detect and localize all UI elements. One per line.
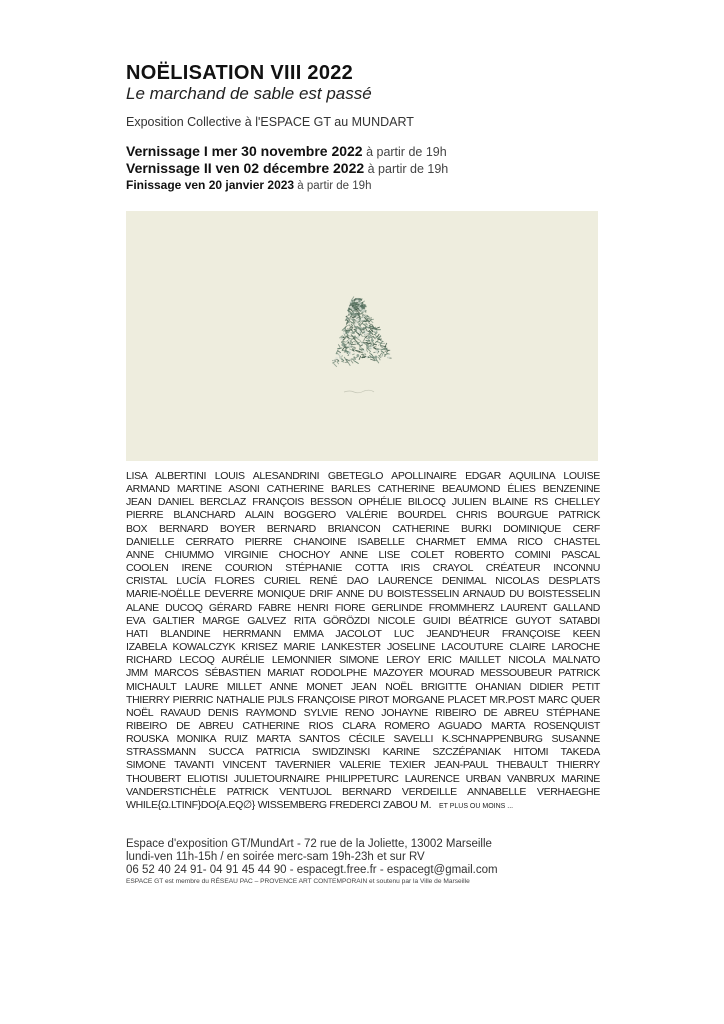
footer — [126, 838, 600, 887]
artist-line: THIERRY PIERRIC NATHALIE PIJLS FRANÇOISE PIROT MORGANE PLACET MR.POST MARC QUER — [126, 693, 600, 706]
artist-line: ANNE CHIUMMO VIRGINIE CHOCHOY ANNE LISE COLET ROBERTO COMINI PASCAL — [126, 548, 600, 561]
finissage: Finissage ven 20 janvier 2023 à partir de 19h — [126, 178, 372, 192]
exhibition-venue: Exposition Collective à l'ESPACE GT au MUNDART — [126, 115, 414, 129]
exhibition-subtitle: Le marchand de sable est passé — [126, 84, 372, 103]
more-artists-note: ET PLUS OU MOINS ... — [438, 802, 514, 810]
exhibition-title: NOËLISATION VIII 2022 — [126, 62, 354, 84]
artist-line: SIMONE TAVANTI VINCENT TAVERNIER VALERIE TEXIER JEAN-PAUL THEBAULT THIERRY — [126, 759, 600, 772]
artist-line-last: WHILE{Ω.LTINF}DO{A.EQ∅} WISSEMBERG FREDERCI ZABOU M. ET PLUS OU MOINS ... — [126, 798, 514, 811]
artist-line: LISA ALBERTINI LOUIS ALESANDRINI GBETEGLO APOLLINAIRE EDGAR AQUILINA LOUISE — [126, 470, 600, 482]
vernissage-list — [126, 143, 600, 194]
artist-line: ROUSKA MONIKA RUIZ MARTA SANTOS CÉCILE SAVELLI K.SCHNAPPENBURG SUSANNE — [126, 733, 600, 746]
artist-line: JMM MARCOS SÉBASTIEN MARIAT RODOLPHE MAZOYER MOURAD MESSOUBEUR PATRICK — [126, 667, 600, 680]
artist-line: MICHAULT LAURE MILLET ANNE MONET JEAN NOËL BRIGITTE OHANIAN DIDIER PETIT — [126, 680, 600, 693]
artwork-image — [126, 211, 598, 461]
artist-line: THOUBERT ELIOTISI JULIETOURNAIRE PHILIPPETURC LAURENCE URBAN VANBRUX MARINE — [126, 772, 600, 785]
opening-hours: lundi-ven 11h-15h / en soirée merc-sam 19h-23h et sur RV — [126, 851, 425, 863]
artist-line: CRISTAL LUCÍA FLORES CURIEL RENÉ DAO LAURENCE DENIMAL NICOLAS DESPLATS — [126, 575, 600, 588]
artist-line: ALANE DUCOQ GÉRARD FABRE HENRI FIORE GERLINDE FROMMHERZ LAURENT GALLAND — [126, 601, 600, 614]
vernissage-1: Vernissage I mer 30 novembre 2022 à partir de 19h — [126, 143, 447, 159]
artist-line: IZABELA KOWALCZYK KRISEZ MARIE LANKESTER JOSELINE LACOUTURE CLAIRE LAROCHE — [126, 641, 600, 654]
address: Espace d'exposition GT/MundArt - 72 rue de la Joliette, 13002 Marseille — [126, 838, 492, 850]
artist-line: RICHARD LECOQ AURÉLIE LEMONNIER SIMONE LEROY ERIC MAILLET NICOLA MALNATO — [126, 654, 600, 667]
contact-info: 06 52 40 24 91- 04 91 45 44 90 - espacegt.free.fr - espacegt@gmail.com — [126, 864, 498, 876]
artist-line: DANIELLE CERRATO PIERRE CHANOINE ISABELLE CHARMET EMMA RICO CHASTEL — [126, 535, 600, 548]
artist-line: BOX BERNARD BOYER BERNARD BRIANCON CATHERINE BURKI DOMINIQUE CERF — [126, 522, 600, 535]
network-note: ESPACE GT est membre du RÉSEAU PAC – PROVENCE ART CONTEMPORAIN et soutenu par la Ville de Marseille — [126, 878, 470, 885]
artist-line: NOËL RAVAUD DENIS RAYMOND SYLVIE RENO JOHAYNE RIBEIRO DE ABREU STÉPHANE — [126, 706, 600, 719]
artist-line: EVA GALTIER MARGE GALVEZ RITA GÖRÖZDI NICOLE GUIDI BÉATRICE GUYOT SATABDI — [126, 614, 600, 627]
artist-line: HATI BLANDINE HERRMANN EMMA JACOLOT LUC JEAND'HEUR FRANÇOISE KEEN — [126, 627, 600, 640]
fir-tree-drawing-icon — [126, 211, 598, 461]
artist-line: RIBEIRO DE ABREU CATHERINE RIOS CLARA ROMERO AGUADO MARTA ROSENQUIST — [126, 719, 600, 732]
artist-line: VANDERSTICHÈLE PATRICK VENTUJOL BERNARD VERDEILLE ANNABELLE VERHAEGHE — [126, 785, 600, 798]
artist-list — [126, 470, 600, 813]
artist-line: STRASSMANN SUCCA PATRICIA SWIDZINSKI KARINE SZCZÉPANIAK HITOMI TAKEDA — [126, 746, 600, 759]
vernissage-2: Vernissage II ven 02 décembre 2022 à partir de 19h — [126, 160, 449, 176]
artist-line: MARIE-NOËLLE DEVERRE MONIQUE DRIF ANNE DU BOISTESSELIN ARNAUD DU BOISTESSELIN — [126, 588, 600, 601]
artist-line: COOLEN IRENE COURION STÉPHANIE COTTA IRIS CRAYOL CRÉATEUR INCONNU — [126, 562, 600, 575]
artist-line: JEAN DANIEL BERCLAZ FRANÇOIS BESSON OPHÉLIE BILOCQ JULIEN BLAINE RS CHELLEY — [126, 496, 600, 509]
artist-line: PIERRE BLANCHARD ALAIN BOGGERO VALÉRIE BOURDEL CHRIS BOURGUE PATRICK — [126, 509, 600, 522]
header — [126, 62, 600, 194]
artist-line: ARMAND MARTINE ASONI CATHERINE BARLES CATHERINE BEAUMOND ÉLIES BENZENINE — [126, 483, 600, 496]
